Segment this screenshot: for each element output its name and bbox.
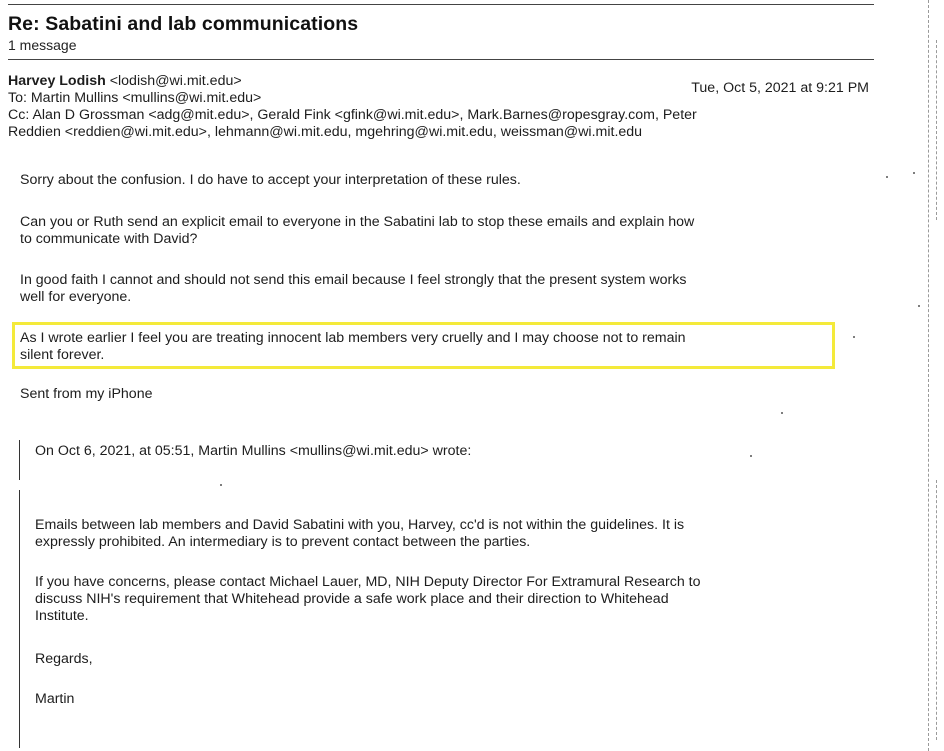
email-subject: Re: Sabatini and lab communications	[8, 13, 359, 35]
scan-speck	[750, 455, 752, 457]
sender-address: <lodish@wi.mit.edu>	[109, 73, 242, 89]
body-paragraph: Sorry about the confusion. I do have to accept your interpretation of these rules.	[20, 172, 521, 188]
quoted-paragraph-continued: discuss NIH's requirement that Whitehead provide a safe work place and their direction to Whitehead	[35, 591, 669, 607]
quoted-sender-name: Martin	[35, 691, 75, 707]
body-paragraph: Can you or Ruth send an explicit email to everyone in the Sabatini lab to stop these emails and explain how	[20, 214, 695, 230]
cc-line: Cc: Alan D Grossman <adg@mit.edu>, Gerald Fink <gfink@wi.mit.edu>, Mark.Barnes@ropesgray.com, Peter	[8, 107, 697, 123]
quote-bar	[19, 490, 20, 748]
message-count: 1 message	[8, 37, 77, 53]
body-paragraph-continued: to communicate with David?	[20, 231, 198, 247]
sender-name: Harvey Lodish	[8, 73, 106, 89]
cc-line-continued: Reddien <reddien@wi.mit.edu>, lehmann@wi.mit.edu, mgehring@wi.mit.edu, weissman@wi.mit.edu	[8, 124, 643, 140]
scan-speck	[220, 484, 222, 486]
quoted-paragraph-continued: Institute.	[35, 608, 89, 624]
quoted-paragraph: Emails between lab members and David Sabatini with you, Harvey, cc'd is not within the guidelines. It is	[35, 517, 685, 533]
header-divider	[8, 59, 874, 60]
scan-speck	[918, 305, 920, 307]
quoted-paragraph-continued: expressly prohibited. An intermediary is to prevent contact between the parties.	[35, 534, 531, 550]
body-paragraph-continued: well for everyone.	[20, 289, 132, 305]
top-divider	[8, 4, 874, 5]
scan-speck	[886, 176, 888, 178]
scan-edge-line	[928, 0, 929, 751]
quote-bar	[19, 440, 20, 480]
scan-speck	[853, 336, 855, 338]
scan-edge-line	[936, 40, 937, 220]
to-line: To: Martin Mullins <mullins@wi.mit.edu>	[8, 90, 262, 106]
quoted-paragraph: If you have concerns, please contact Michael Lauer, MD, NIH Deputy Director For Extramural Research to	[35, 574, 701, 590]
signature: Sent from my iPhone	[20, 386, 153, 402]
highlighted-paragraph: As I wrote earlier I feel you are treating innocent lab members very cruelly and I may choose not to remain	[20, 330, 686, 346]
sender-line	[8, 73, 242, 90]
sent-date: Tue, Oct 5, 2021 at 9:21 PM	[691, 80, 869, 96]
quote-attribution: On Oct 6, 2021, at 05:51, Martin Mullins <mullins@wi.mit.edu> wrote:	[35, 443, 472, 459]
scan-speck	[781, 412, 783, 414]
scan-speck	[913, 172, 915, 174]
highlighted-paragraph-continued: silent forever.	[20, 347, 105, 363]
body-paragraph: In good faith I cannot and should not send this email because I feel strongly that the present system works	[20, 272, 687, 288]
scan-edge-line	[936, 480, 937, 740]
quoted-regards: Regards,	[35, 651, 93, 667]
